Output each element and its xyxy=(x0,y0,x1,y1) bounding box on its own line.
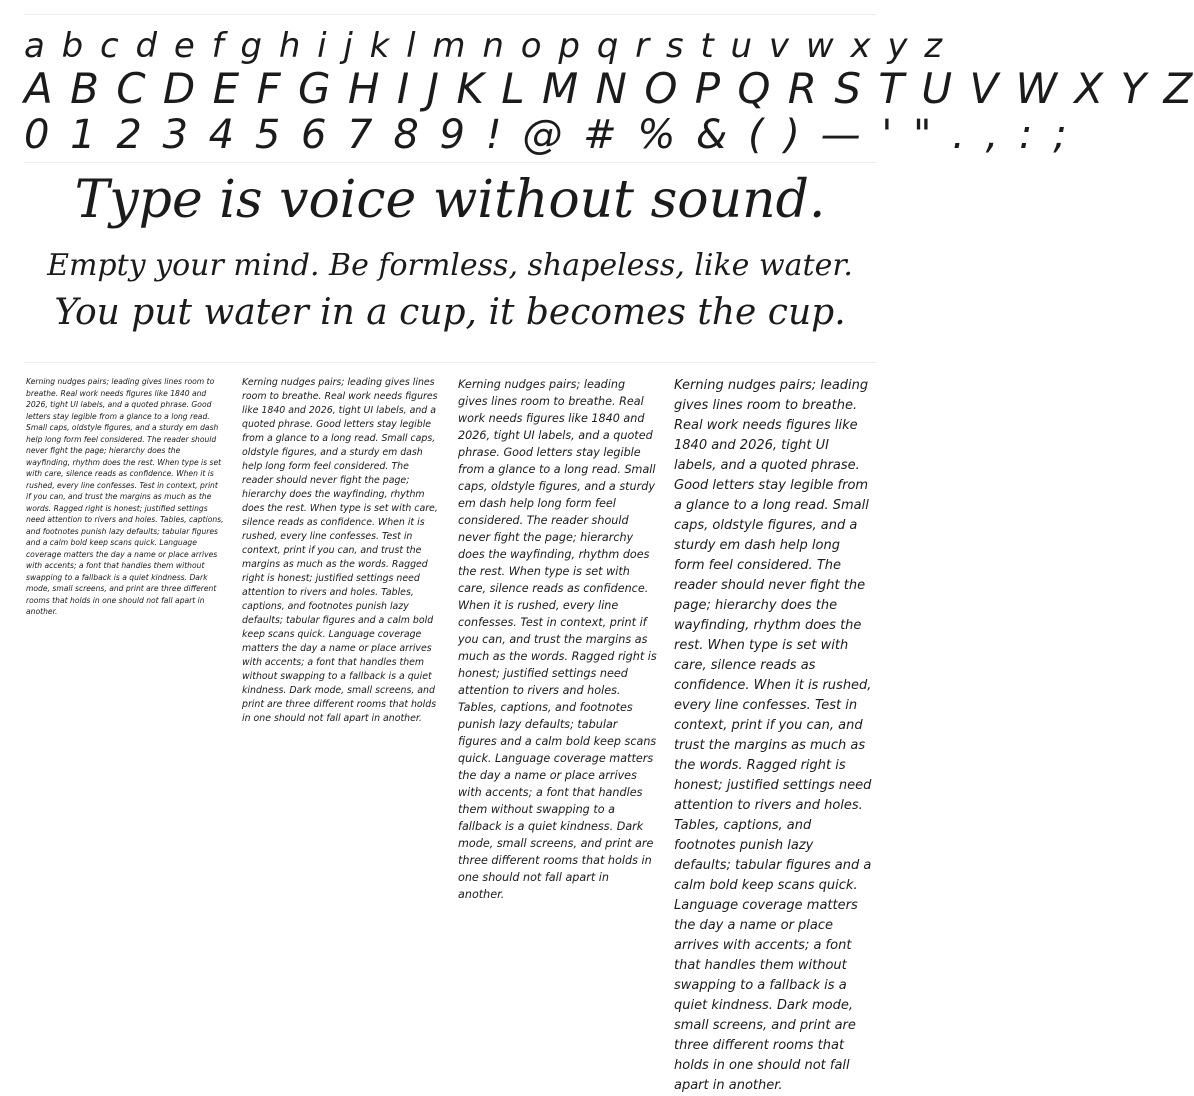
figures-and-symbols: 0 1 2 3 4 5 6 7 8 9 ! @ # % & ( ) — ' " . , : ; xyxy=(24,112,1071,158)
body-text-column-medium: Kerning nudges pairs; leading gives lines room to breathe. Real work needs figures like 1840 and 2026, tight UI labels, and a quoted phrase. Good letters stay legible from a glance to a long read. Small caps, oldstyle figures, and a sturdy em dash help long form feel considered. The reader should never fight the page; hierarchy does the wayfinding, rhythm does the rest. When type is set with care, silence reads as confidence. When it is rushed, every line confesses. Test in context, print if you can, and trust the margins as much as the words. Ragged right is honest; justified settings need attention to rivers and holes. Tables, captions, and footnotes punish lazy defaults; tabular figures and a calm bold keep scans quick. Language coverage matters the day a name or place arrives with accents; a font that handles them without swapping to a fallback is a quiet kindness. Dark mode, small screens, and print are three different rooms that holds in one should not fall apart in another. xyxy=(242,377,438,724)
display-line-small: You put water in a cup, it becomes the cup. xyxy=(54,292,846,333)
uppercase-alphabet: A B C D E F G H I J K L M N O P Q R S T U V W X Y Z xyxy=(24,64,1194,113)
section-divider-2 xyxy=(24,362,876,363)
section-divider-1 xyxy=(24,162,876,163)
display-line-large: Type is voice without sound. xyxy=(74,170,826,230)
display-line-medium: Empty your mind. Be formless, shapeless, like water. xyxy=(47,248,853,283)
body-text-column-xlarge: Kerning nudges pairs; leading gives lines room to breathe. Real work needs figures like 1840 and 2026, tight UI labels, and a quoted phrase. Good letters stay legible from a glance to a long read. Small caps, oldstyle figures, and a sturdy em dash help long form feel considered. The reader should never fight the page; hierarchy does the wayfinding, rhythm does the rest. When type is set with care, silence reads as confidence. When it is rushed, every line confesses. Test in context, print if you can, and trust the margins as much as the words. Ragged right is honest; justified settings need attention to rivers and holes. Tables, captions, and footnotes punish lazy defaults; tabular figures and a calm bold keep scans quick. Language coverage matters the day a name or place arrives with accents; a font that handles them without swapping to a fallback is a quiet kindness. Dark mode, small screens, and print are three different rooms that holds in one should not fall apart in another. xyxy=(674,378,872,1093)
body-text-column-small: Kerning nudges pairs; leading gives lines room to breathe. Real work needs figures like 1840 and 2026, tight UI labels, and a quoted phrase. Good letters stay legible from a glance to a long read. Small caps, oldstyle figures, and a sturdy em dash help long form feel considered. The reader should never fight the page; hierarchy does the wayfinding, rhythm does the rest. When type is set with care, silence reads as confidence. When it is rushed, every line confesses. Test in context, print if you can, and trust the margins as much as the words. Ragged right is honest; justified settings need attention to rivers and holes. Tables, captions, and footnotes punish lazy defaults; tabular figures and a calm bold keep scans quick. Language coverage matters the day a name or place arrives with accents; a font that handles them without swapping to a fallback is a quiet kindness. Dark mode, small screens, and print are three different rooms that holds in one should not fall apart in another. xyxy=(26,377,224,616)
lowercase-alphabet: a b c d e f g h i j k l m n o p q r s t u v w x y z xyxy=(24,26,946,66)
top-divider xyxy=(24,14,876,15)
body-text-column-large: Kerning nudges pairs; leading gives lines room to breathe. Real work needs figures like 1840 and 2026, tight UI labels, and a quoted phrase. Good letters stay legible from a glance to a long read. Small caps, oldstyle figures, and a sturdy em dash help long form feel considered. The reader should never fight the page; hierarchy does the wayfinding, rhythm does the rest. When type is set with care, silence reads as confidence. When it is rushed, every line confesses. Test in context, print if you can, and trust the margins as much as the words. Ragged right is honest; justified settings need attention to rivers and holes. Tables, captions, and footnotes punish lazy defaults; tabular figures and a calm bold keep scans quick. Language coverage matters the day a name or place arrives with accents; a font that handles them without swapping to a fallback is a quiet kindness. Dark mode, small screens, and print are three different rooms that holds in one should not fall apart in another. xyxy=(458,378,657,901)
